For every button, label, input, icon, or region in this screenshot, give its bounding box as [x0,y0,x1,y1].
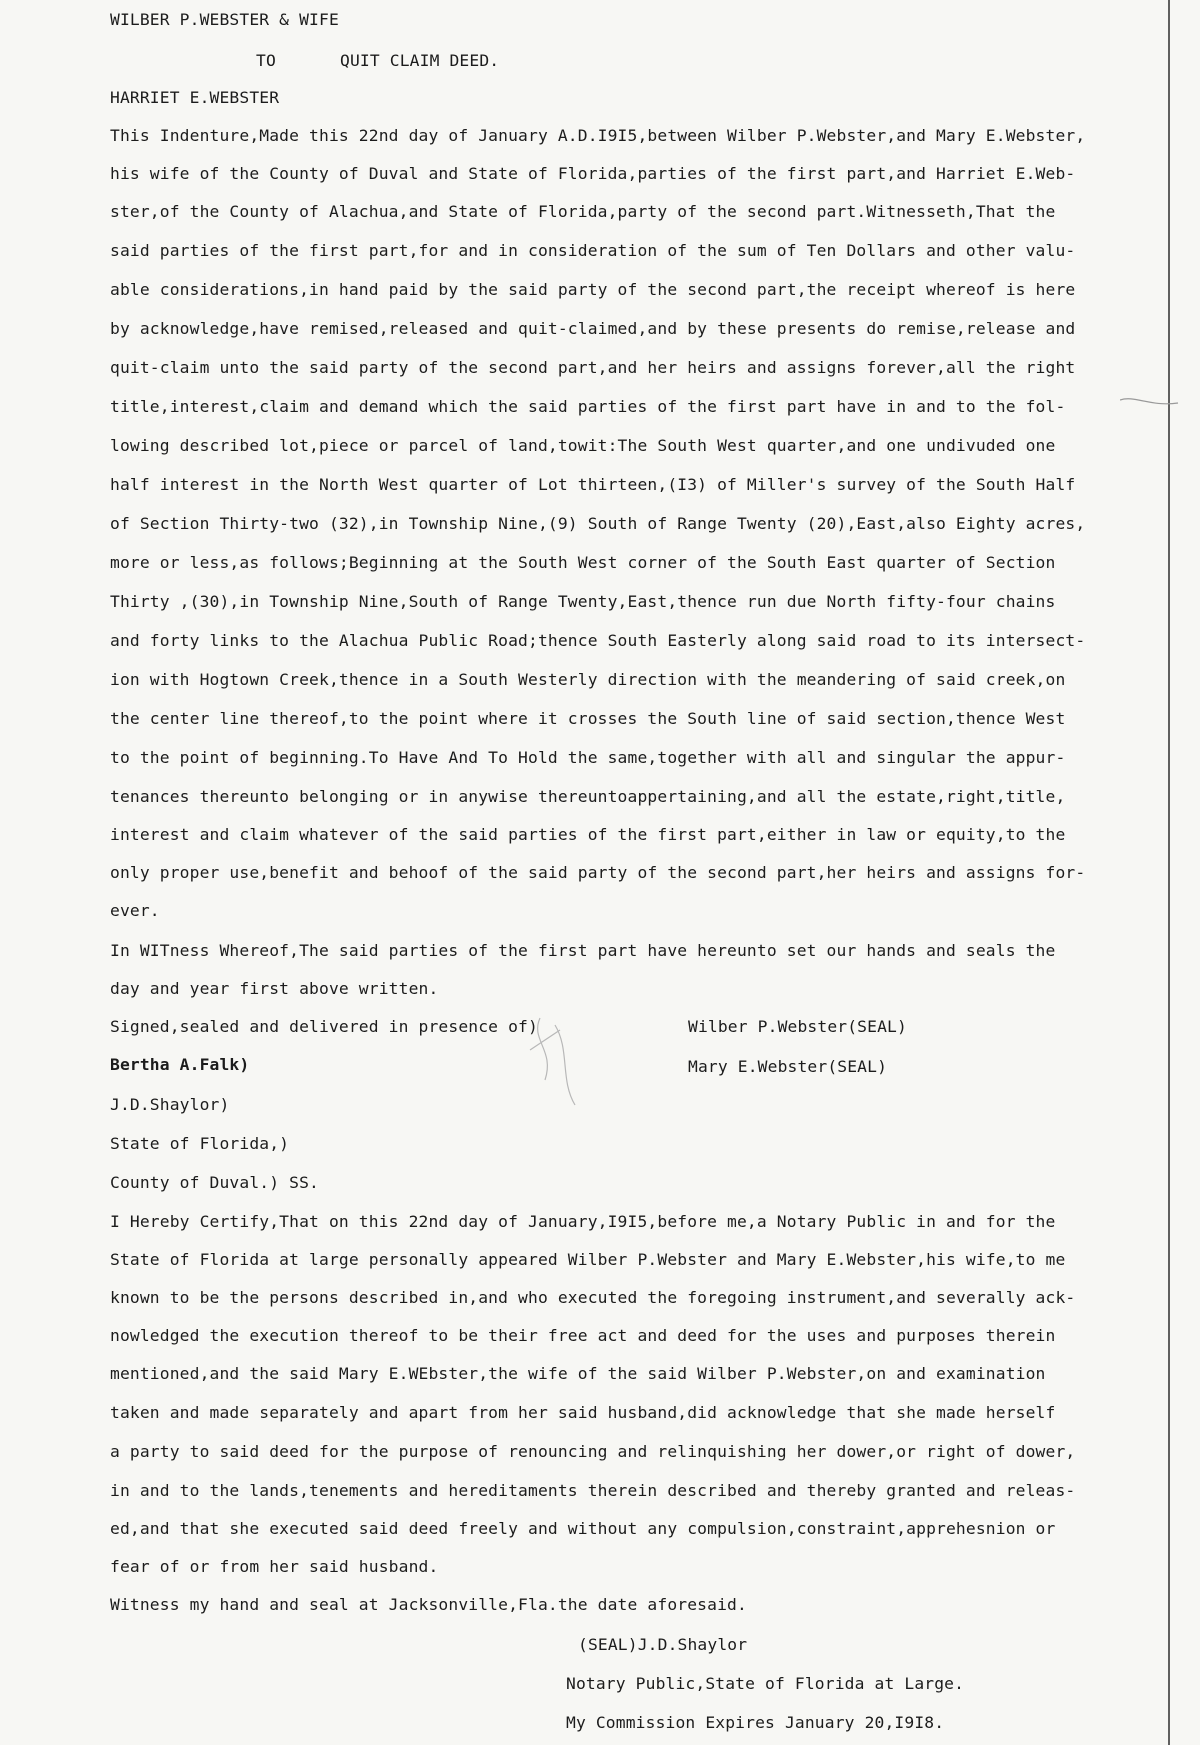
certificate-line: in and to the lands,tenements and hereditaments therein described and thereby granted and releas- [110,1481,1076,1500]
pencil-scribble [500,1010,610,1120]
indenture-line: more or less,as follows;Beginning at the South West corner of the South East quarter of Section [110,553,1056,572]
witness-bertha: Bertha A.Falk) [110,1055,250,1074]
indenture-line: ion with Hogtown Creek,thence in a South Westerly direction with the meandering of said creek,on [110,670,1066,689]
certificate-line: Witness my hand and seal at Jacksonville,Fla.the date aforesaid. [110,1595,747,1614]
witness-clause-line: In WITness Whereof,The said parties of the first part have hereunto set our hands and seals the [110,941,1056,960]
indenture-line: title,interest,claim and demand which the said parties of the first part have in and to the fol- [110,397,1066,416]
indenture-line: ever. [110,901,160,920]
certificate-line: I Hereby Certify,That on this 22nd day of January,I9I5,before me,a Notary Public in and for the [110,1212,1056,1231]
venue-state: State of Florida,) [110,1134,290,1153]
venue-county: County of Duval.) SS. [110,1173,319,1192]
notary-commission: My Commission Expires January 20,I9I8. [566,1713,945,1732]
grantor-heading: WILBER P.WEBSTER & WIFE [110,10,339,29]
signer-wilber: Wilber P.Webster(SEAL) [688,1017,907,1036]
indenture-line: by acknowledge,have remised,released and quit-claimed,and by these presents do remise,release and [110,319,1076,338]
indenture-line: tenances thereunto belonging or in anywise thereuntoappertaining,and all the estate,right,title, [110,787,1066,806]
certificate-line: known to be the persons described in,and who executed the foregoing instrument,and severally ack- [110,1288,1076,1307]
certificate-line: nowledged the execution thereof to be their free act and deed for the uses and purposes therein [110,1326,1056,1345]
indenture-line: This Indenture,Made this 22nd day of January A.D.I9I5,between Wilber P.Webster,and Mary E.Webster, [110,126,1086,145]
notary-seal-name: (SEAL)J.D.Shaylor [578,1635,748,1654]
indenture-line: only proper use,benefit and behoof of the said party of the second part,her heirs and assigns for- [110,863,1086,882]
indenture-line: half interest in the North West quarter of Lot thirteen,(I3) of Miller's survey of the South Half [110,475,1076,494]
indenture-line: quit-claim unto the said party of the second part,and her heirs and assigns forever,all the right [110,358,1076,377]
indenture-line: to the point of beginning.To Have And To Hold the same,together with all and singular the appur- [110,748,1066,767]
grantee-heading: HARRIET E.WEBSTER [110,88,280,107]
notary-title: Notary Public,State of Florida at Large. [566,1674,965,1693]
indenture-line: said parties of the first part,for and in consideration of the sum of Ten Dollars and other valu- [110,241,1076,260]
witness-clause-line: day and year first above written. [110,979,439,998]
certificate-line: ed,and that she executed said deed freely and without any compulsion,constraint,apprehesnion or [110,1519,1056,1538]
indenture-line: lowing described lot,piece or parcel of land,towit:The South West quarter,and one undivuded one [110,436,1056,455]
indenture-line: able considerations,in hand paid by the said party of the second part,the receipt whereof is here [110,280,1076,299]
certificate-line: taken and made separately and apart from her said husband,did acknowledge that she made herself [110,1403,1056,1422]
indenture-line: ster,of the County of Alachua,and State of Florida,party of the second part.Witnesseth,That the [110,202,1056,221]
certificate-line: State of Florida at large personally appeared Wilber P.Webster and Mary E.Webster,his wife,to me [110,1250,1066,1269]
indenture-line: of Section Thirty-two (32),in Township Nine,(9) South of Range Twenty (20),East,also Eighty acres, [110,514,1086,533]
presence-line: Signed,sealed and delivered in presence of) [110,1017,538,1036]
page-edge-rule [1168,0,1170,1745]
margin-pencil-mark [1120,385,1180,415]
certificate-line: fear of or from her said husband. [110,1557,439,1576]
certificate-line: a party to said deed for the purpose of renouncing and relinquishing her dower,or right of dower, [110,1442,1076,1461]
signer-mary: Mary E.Webster(SEAL) [688,1057,888,1076]
indenture-line: Thirty ,(30),in Township Nine,South of Range Twenty,East,thence run due North fifty-four chains [110,592,1056,611]
indenture-line: interest and claim whatever of the said parties of the first part,either in law or equity,to the [110,825,1066,844]
deed-type-heading: QUIT CLAIM DEED. [340,51,500,70]
certificate-line: mentioned,and the said Mary E.WEbster,the wife of the said Wilber P.Webster,on and examination [110,1364,1046,1383]
indenture-line: the center line thereof,to the point where it crosses the South line of said section,thence West [110,709,1066,728]
to-heading: TO [256,51,276,70]
indenture-line: his wife of the County of Duval and State of Florida,parties of the first part,and Harriet E.Web- [110,164,1076,183]
witness-shaylor: J.D.Shaylor) [110,1095,230,1114]
indenture-line: and forty links to the Alachua Public Road;thence South Easterly along said road to its intersect- [110,631,1086,650]
